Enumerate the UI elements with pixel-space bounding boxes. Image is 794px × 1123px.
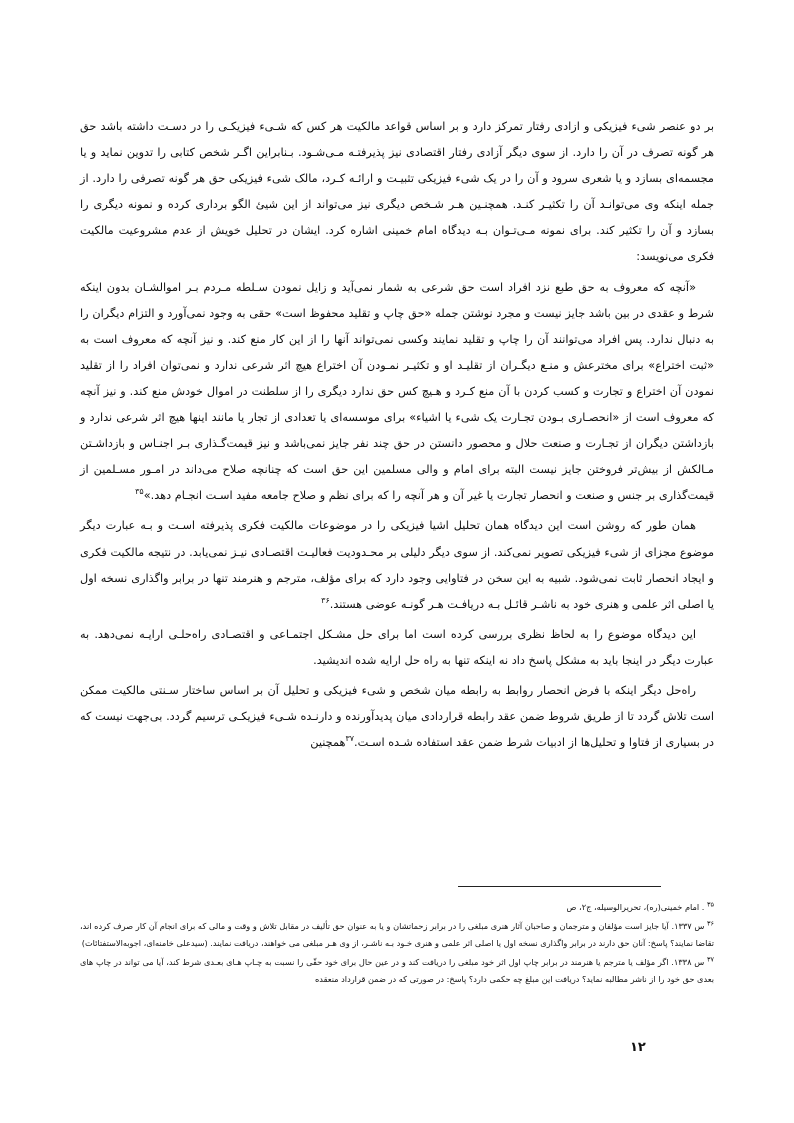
paragraph	[80, 678, 714, 756]
footnote-reference[interactable]: ۳۵	[135, 487, 144, 497]
paragraph	[80, 114, 714, 271]
paragraph-text: همچنین	[310, 736, 346, 750]
paragraph	[80, 513, 714, 617]
footnote-separator	[458, 886, 661, 887]
paragraph-text: این دیدگاه موضوع را به لحاظ نظری بررسی کرده است اما برای حل مشـکل اجتمـاعی و اقتصـادی راه‌حلـی ارایـه نمی‌دهد. به عبارت دیگر در اینجا باید به مشکل پاسخ داد نه اینکه تنها به راه حل ارایه شده اندیشید.	[80, 627, 714, 667]
paragraph-text: همان طور که روشن است این دیدگاه همان تحلیل اشیا فیزیکی را در موضوعات مالکیت فکری پذیرفته اسـت و بـه عبارت دیگر موضوع مجزای از شیء فیزیکی تصویر نمی‌کند. از سوی دیگر دلیلی بر محـدودیت فعالیـت اقتصـادی نیـز نمی‌یابد. در نتیجه مالکیت فکری و ایجاد انحصار ثابت نمی‌شود. شبیه به این سخن در فتاوایی وجود دارد که برای مؤلف، مترجم و هنرمند تنها در برابر واگذاری نسخه اول یا اصلی اثر علمی و هنری خود به ناشـر قائـل بـه دریافـت هـر گونـه عوضی هستند.	[80, 519, 714, 611]
body-text	[80, 114, 714, 756]
footnote-number: ۳۵	[707, 900, 714, 909]
footnote-text: س ۱۳۳۷. آیا جایز است مؤلفان و مترجمان و صاحبان آثار هنری مبلغی را در برابر زحماتشان و یا به عنوان حق تألیف در مقابل تلاش و وقت و مالی که برای انجام آن کار صرف کرده اند، تقاضا نمایند؟ پاسخ: آنان حق دارند در برابر واگذاری نسخه اول یا اصلی اثر علمی و هنری خـود بـه ناشـر، از وی هـر مبلغی می خواهند، دریافت نمایند. (سیدعلی خامنه‌ای، اجوبه‌الاستفتائات)	[80, 921, 714, 948]
footnotes	[80, 899, 714, 988]
paragraph-text: «آنچه که معروف به حق طبع نزد افراد است حق شرعی به شمار نمی‌آید و زایل نمودن سـلطه مـردم بـر اموالشـان بدون اینکه شرط و عقدی در بین باشد جایز نیست و مجرد نوشتن جمله «حق چاپ و تقلید محفوظ است» حقی به وجود نمی‌آورد و التزام دیگران را به دنبال ندارد. پس افراد می‌توانند آن را چاپ و تقلید نمایند وکسی نمی‌تواند آنها را از این کار منع کند. و نیز آنچه که معروف است به «ثبت اختراع» برای مخترعش و منـع دیگـران از تقلیـد او و تکثیـر نمـودن آن اختراع هیچ اثر شرعی ندارد و نمی‌توان افراد را از تقلید نمودن آن اختراع و تجارت و کسب کردن با آن منع کـرد و هـیچ کس حق ندارد دیگری را از سلطنت در اموال خودش منع کند. و نیز آنچه که معروف است از «انحصـاری بـودن تجـارت یک شیء یا اشیاء» برای موسسه‌ای یا تعدادی از تجار یا مانند اینها هیچ اثر شرعی ندارد و بازداشتن دیگران از تجـارت و صنعت حلال و محصور دانستن در حق چند نفر جایز نمی‌باشد و نیز قیمت‌گـذاری بـر اجنـاس و بازداشـتن مـالکش از بیش‌تر فروختن جایز نیست البته برای امام و والی مسلمین این حق است که چنانچه صلاح می‌داند در امـور مسـلمین از قیمت‌گذاری بر جنس و صنعت و انحصار تجارت یا غیر آن و هر آنچه را که برای نظم و صلاح جامعه مفید اسـت انجـام دهد.»	[80, 280, 714, 503]
paragraph-text: راه‌حل دیگر اینکه با فرض انحصار روابط به رابطه میان شخص و شیء فیزیکی و تحلیل آن بر اساس ساختار سـنتی مالکیت ممکن است تلاش گردد تا از طریق شروط ضمن عقد رابطه قراردادی میان پدیدآورنده و دارنـده شـیء فیزیکـی ترسیم گردد. بی‌جهت نیست که در بسیاری از فتاوا و تحلیل‌ها از ادبیات شرط ضمن عقد استفاده شـده اسـت.	[80, 683, 714, 750]
footnote-reference[interactable]: ۳۷	[345, 734, 355, 744]
paragraph	[80, 622, 714, 674]
footnote-reference[interactable]: ۳۶	[321, 595, 330, 605]
footnote	[80, 899, 714, 916]
footnote-number: ۳۶	[707, 919, 714, 928]
footnote	[80, 918, 714, 952]
paragraph-text: بر دو عنصر شیء فیزیکی و ازادی رفتار تمرکز دارد و بر اساس قواعد مالکیت هر کس که شـیء فیزیکـی را در دسـت داشته باشد حق هر گونه تصرف در آن را دارد. از سوی دیگر آزادی رفتار اقتصادی نیز پذیرفتـه مـی‌شـود. بـنابراین اگـر شخص کتابی را تدوین نماید و یا مجسمه‌ای بسازد و یا شعری سرود و آن را در یک شیء فیزیکی تثبیـت و ارائـه کـرد، مالک شیء فیزیکی حق هر گونه تصرفی را دارد. از جمله اینکه وی می‌توانـد آن را تکثیـر کنـد. همچنـین هـر شـخص دیگری نیز می‌تواند از این شیئ الگو برداری کرده و نمونه دیگری را بسازد و آن را تکثیر کند. برای نمونه مـی‌تـوان بـه دیدگاه امام خمینی اشاره کرد. ایشان در تحلیل خویش از عدم مشروعیت مالکیت فکری می‌نویسد:	[80, 120, 714, 264]
quote-paragraph	[80, 275, 714, 510]
footnote-text: . امام خمینی(ره)، تحریرالوسیله، ج۲، ص	[566, 902, 705, 912]
page-number: ۱۲	[630, 1040, 646, 1055]
footnote	[80, 954, 714, 988]
footnote-number: ۳۷	[707, 955, 714, 964]
footnote-text: س ۱۳۳۸. اگر مؤلف یا مترجم یا هنرمند در برابر چاپ اول اثر خود مبلغی را دریافت کند و در عین حال برای خود حقّی را نسبت به چـاپ هـای بعـدی شرط کند، آیا می تواند در چاپ های بعدی حق خود را از ناشر مطالبه نماید؟ دریافت این مبلغ چه حکمی دارد؟ پاسخ: در صورتی که در ضمن قرارداد منعقده	[80, 957, 714, 984]
